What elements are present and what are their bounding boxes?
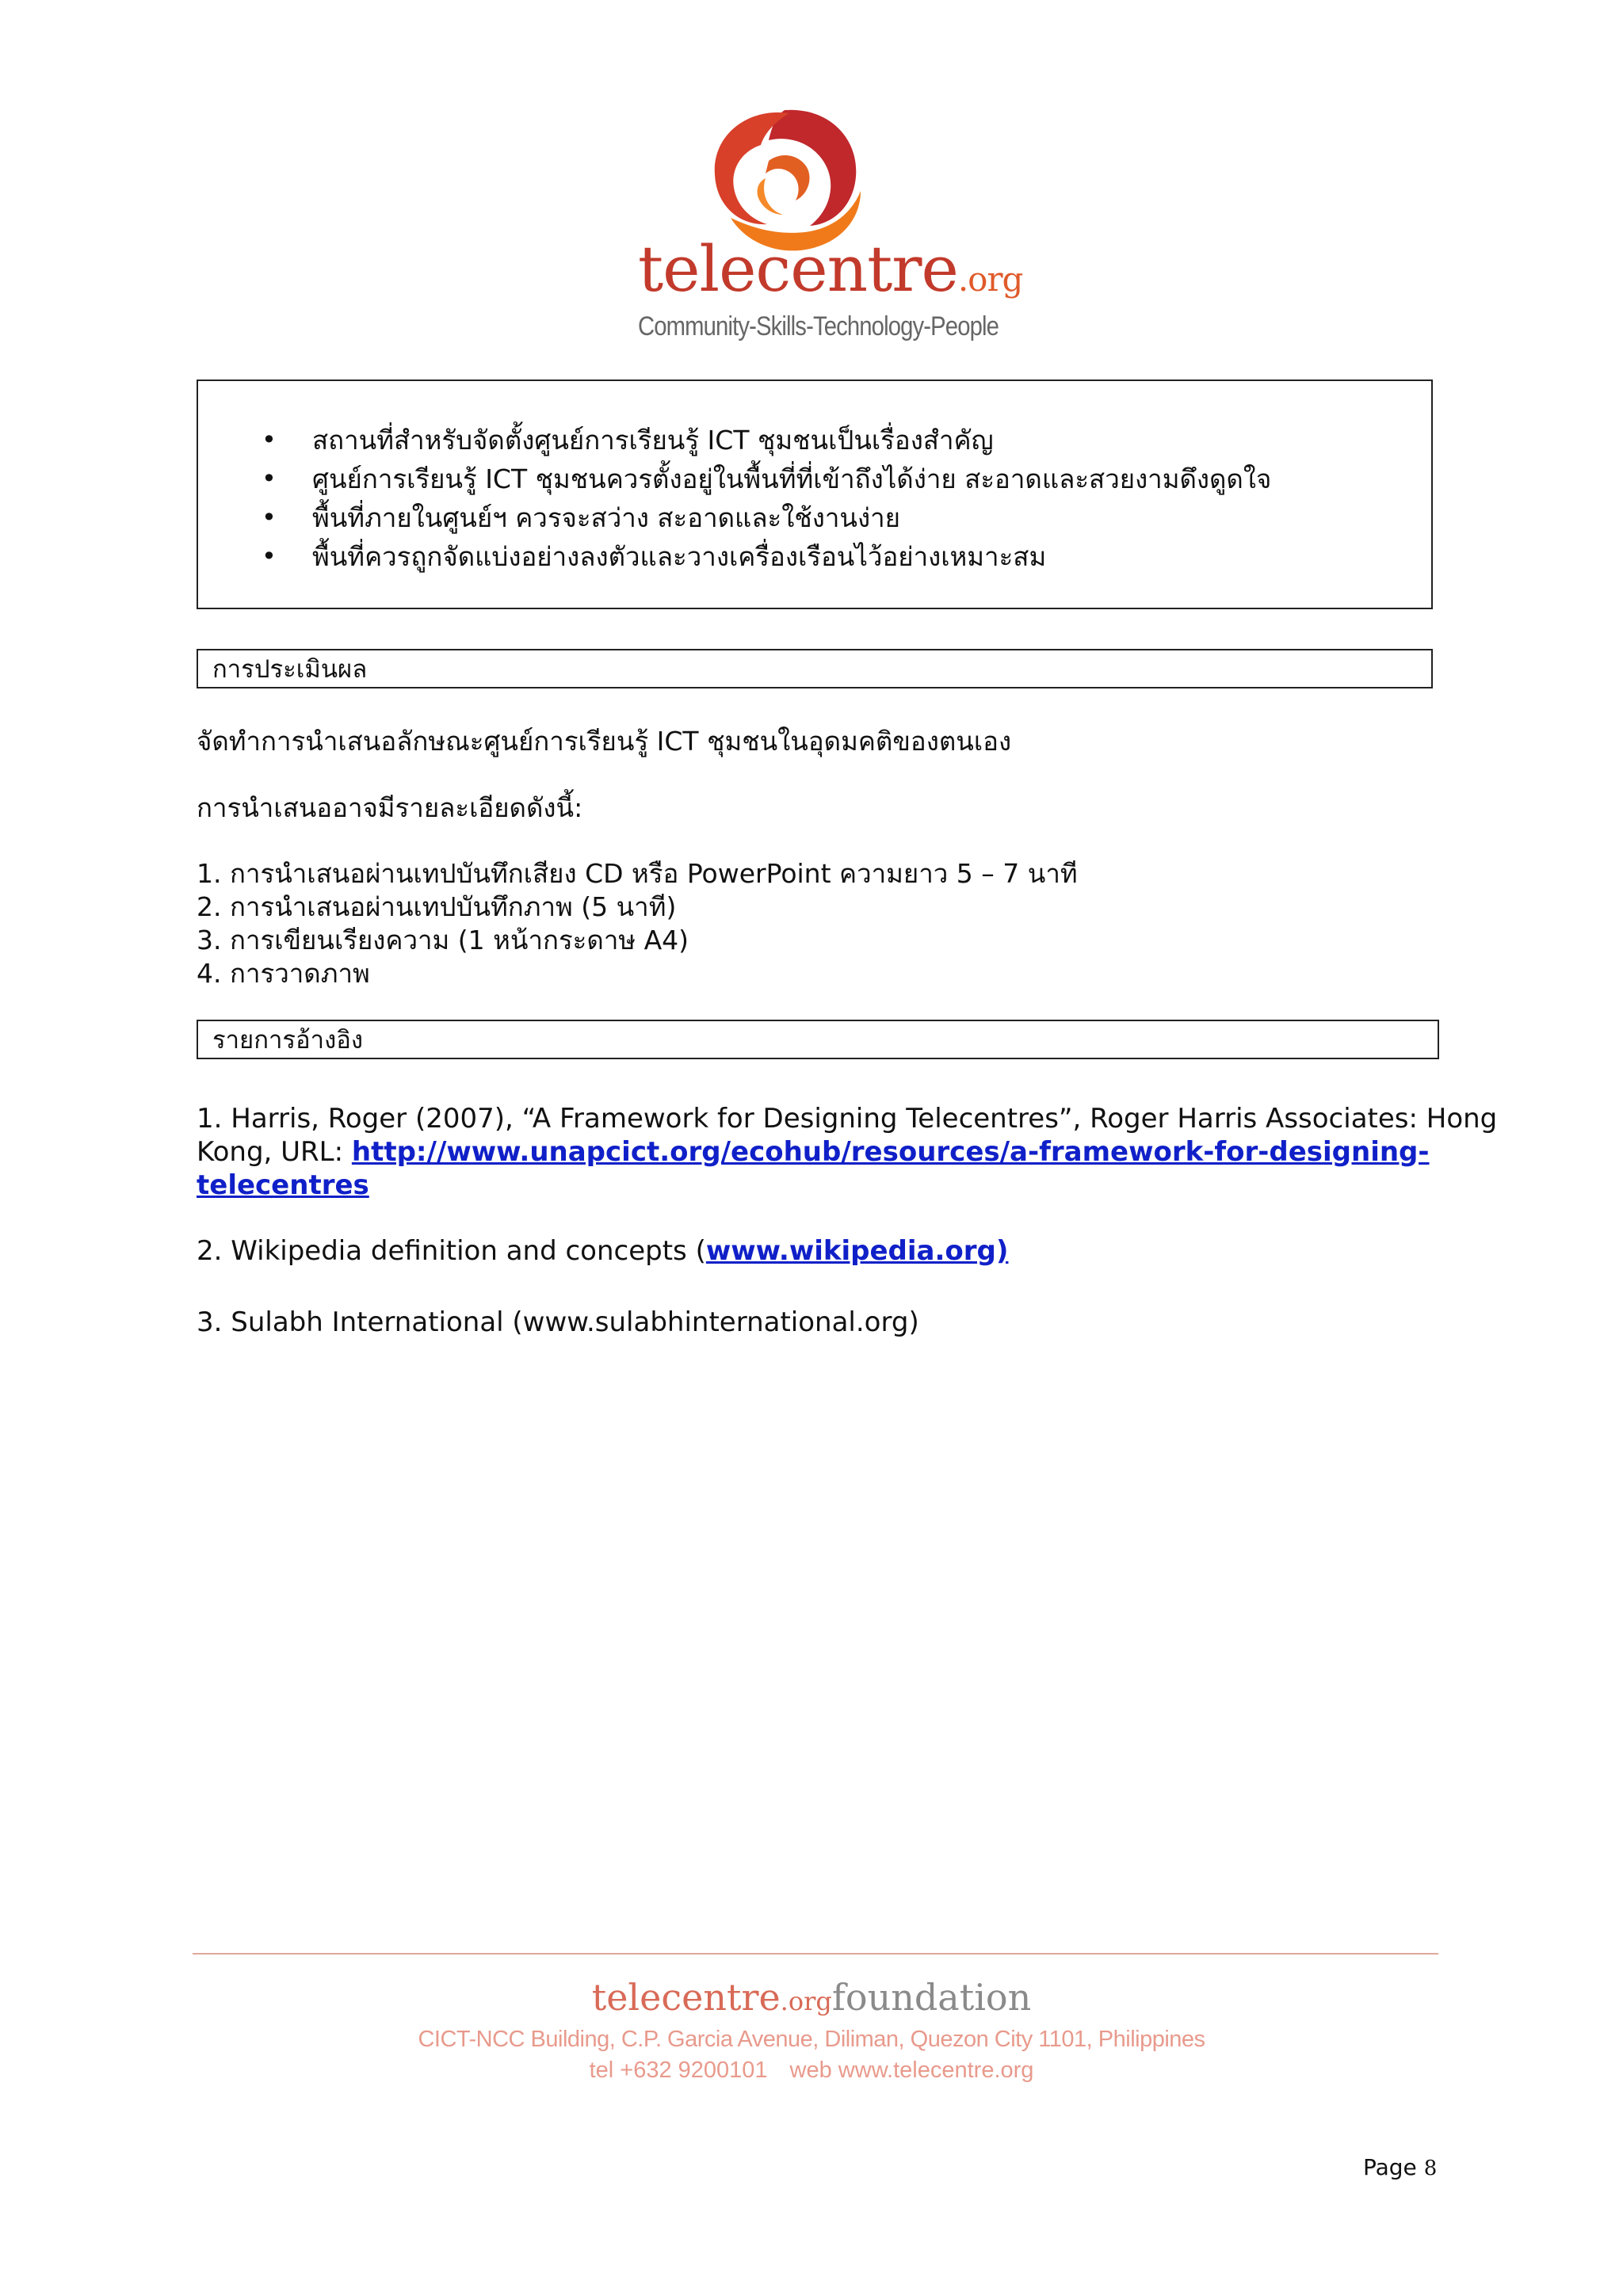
list-item: • ศูนย์การเรียนรู้ ICT ชุมชนควรตั้งอยู่ในพื้นที่ที่เข้าถึงได้ง่าย สะอาดและสวยงามดึงดูดใจ xyxy=(198,460,1271,498)
footer-divider xyxy=(193,1953,1438,1955)
evaluation-option: 3. การเขียนเรียงความ (1 หน้ากระดาษ A4) xyxy=(197,925,689,955)
framework-url-link[interactable]: http://www.unapcict.org/ecohub/resources/a-framework-for-designing- xyxy=(351,1136,1430,1168)
evaluation-intro: จัดทำการนำเสนอลักษณะศูนย์การเรียนรู้ ICT ชุมชนในอุดมคติของตนเอง xyxy=(197,726,1012,757)
footer-phone: tel +632 9200101 xyxy=(589,2058,768,2083)
framework-url-link-continued[interactable]: telecentres xyxy=(197,1169,369,1201)
evaluation-option: 2. การนำเสนอผ่านเทปบันทึกภาพ (5 นาที) xyxy=(197,891,677,922)
key-points-box xyxy=(197,379,1433,609)
reference-1-line-2 xyxy=(197,1135,1430,1169)
footer-address: CICT-NCC Building, C.P. Garcia Avenue, Diliman, Quezon City 1101, Philippines xyxy=(418,2027,1205,2052)
reference-2-text: 2. Wikipedia definition and concepts ( xyxy=(197,1235,706,1267)
key-points-list xyxy=(198,421,1271,576)
evaluation-option: 1. การนำเสนอผ่านเทปบันทึกเสียง CD หรือ PowerPoint ความยาว 5 – 7 นาที xyxy=(197,858,1078,889)
evaluation-detail-lead: การนำเสนออาจมีรายละเอียดดังนี้: xyxy=(197,792,583,823)
wikipedia-link[interactable]: www.wikipedia.org) xyxy=(705,1235,1009,1267)
reference-1-url-label: Kong, URL: xyxy=(197,1136,352,1168)
evaluation-heading-box xyxy=(197,649,1433,688)
list-item: • พื้นที่ควรถูกจัดแบ่งอย่างลงตัวและวางเครื่องเรือนไว้อย่างเหมาะสม xyxy=(198,537,1271,576)
footer-brand: telecentre.orgfoundation xyxy=(591,1976,1032,2019)
logo-tagline: Community-Skills-Technology-People xyxy=(638,311,999,341)
evaluation-heading: การประเมินผล xyxy=(212,655,368,684)
evaluation-option: 4. การวาดภาพ xyxy=(197,958,370,989)
list-item: • พื้นที่ภายในศูนย์ฯ ควรจะสว่าง สะอาดและใช้งานง่าย xyxy=(198,498,1271,537)
reference-3: 3. Sulabh International (www.sulabhinternational.org) xyxy=(197,1306,919,1338)
telecentre-logo xyxy=(626,99,1023,360)
reference-2 xyxy=(197,1234,1008,1268)
reference-1-line-1: 1. Harris, Roger (2007), “A Framework for Designing Telecentres”, Roger Harris Associates: Hong xyxy=(197,1103,1498,1135)
footer-contact xyxy=(0,2055,1623,2085)
references-heading-box xyxy=(197,1020,1439,1059)
logo-wordmark: telecentre.org xyxy=(638,232,1023,306)
page-number: Page 8 xyxy=(1363,2154,1438,2180)
references-heading: รายการอ้างอิง xyxy=(212,1026,363,1055)
reference-1-line-3 xyxy=(197,1169,369,1202)
footer-web: web www.telecentre.org xyxy=(789,2058,1034,2083)
list-item: • สถานที่สำหรับจัดตั้งศูนย์การเรียนรู้ ICT ชุมชนเป็นเรื่องสำคัญ xyxy=(198,421,1271,460)
